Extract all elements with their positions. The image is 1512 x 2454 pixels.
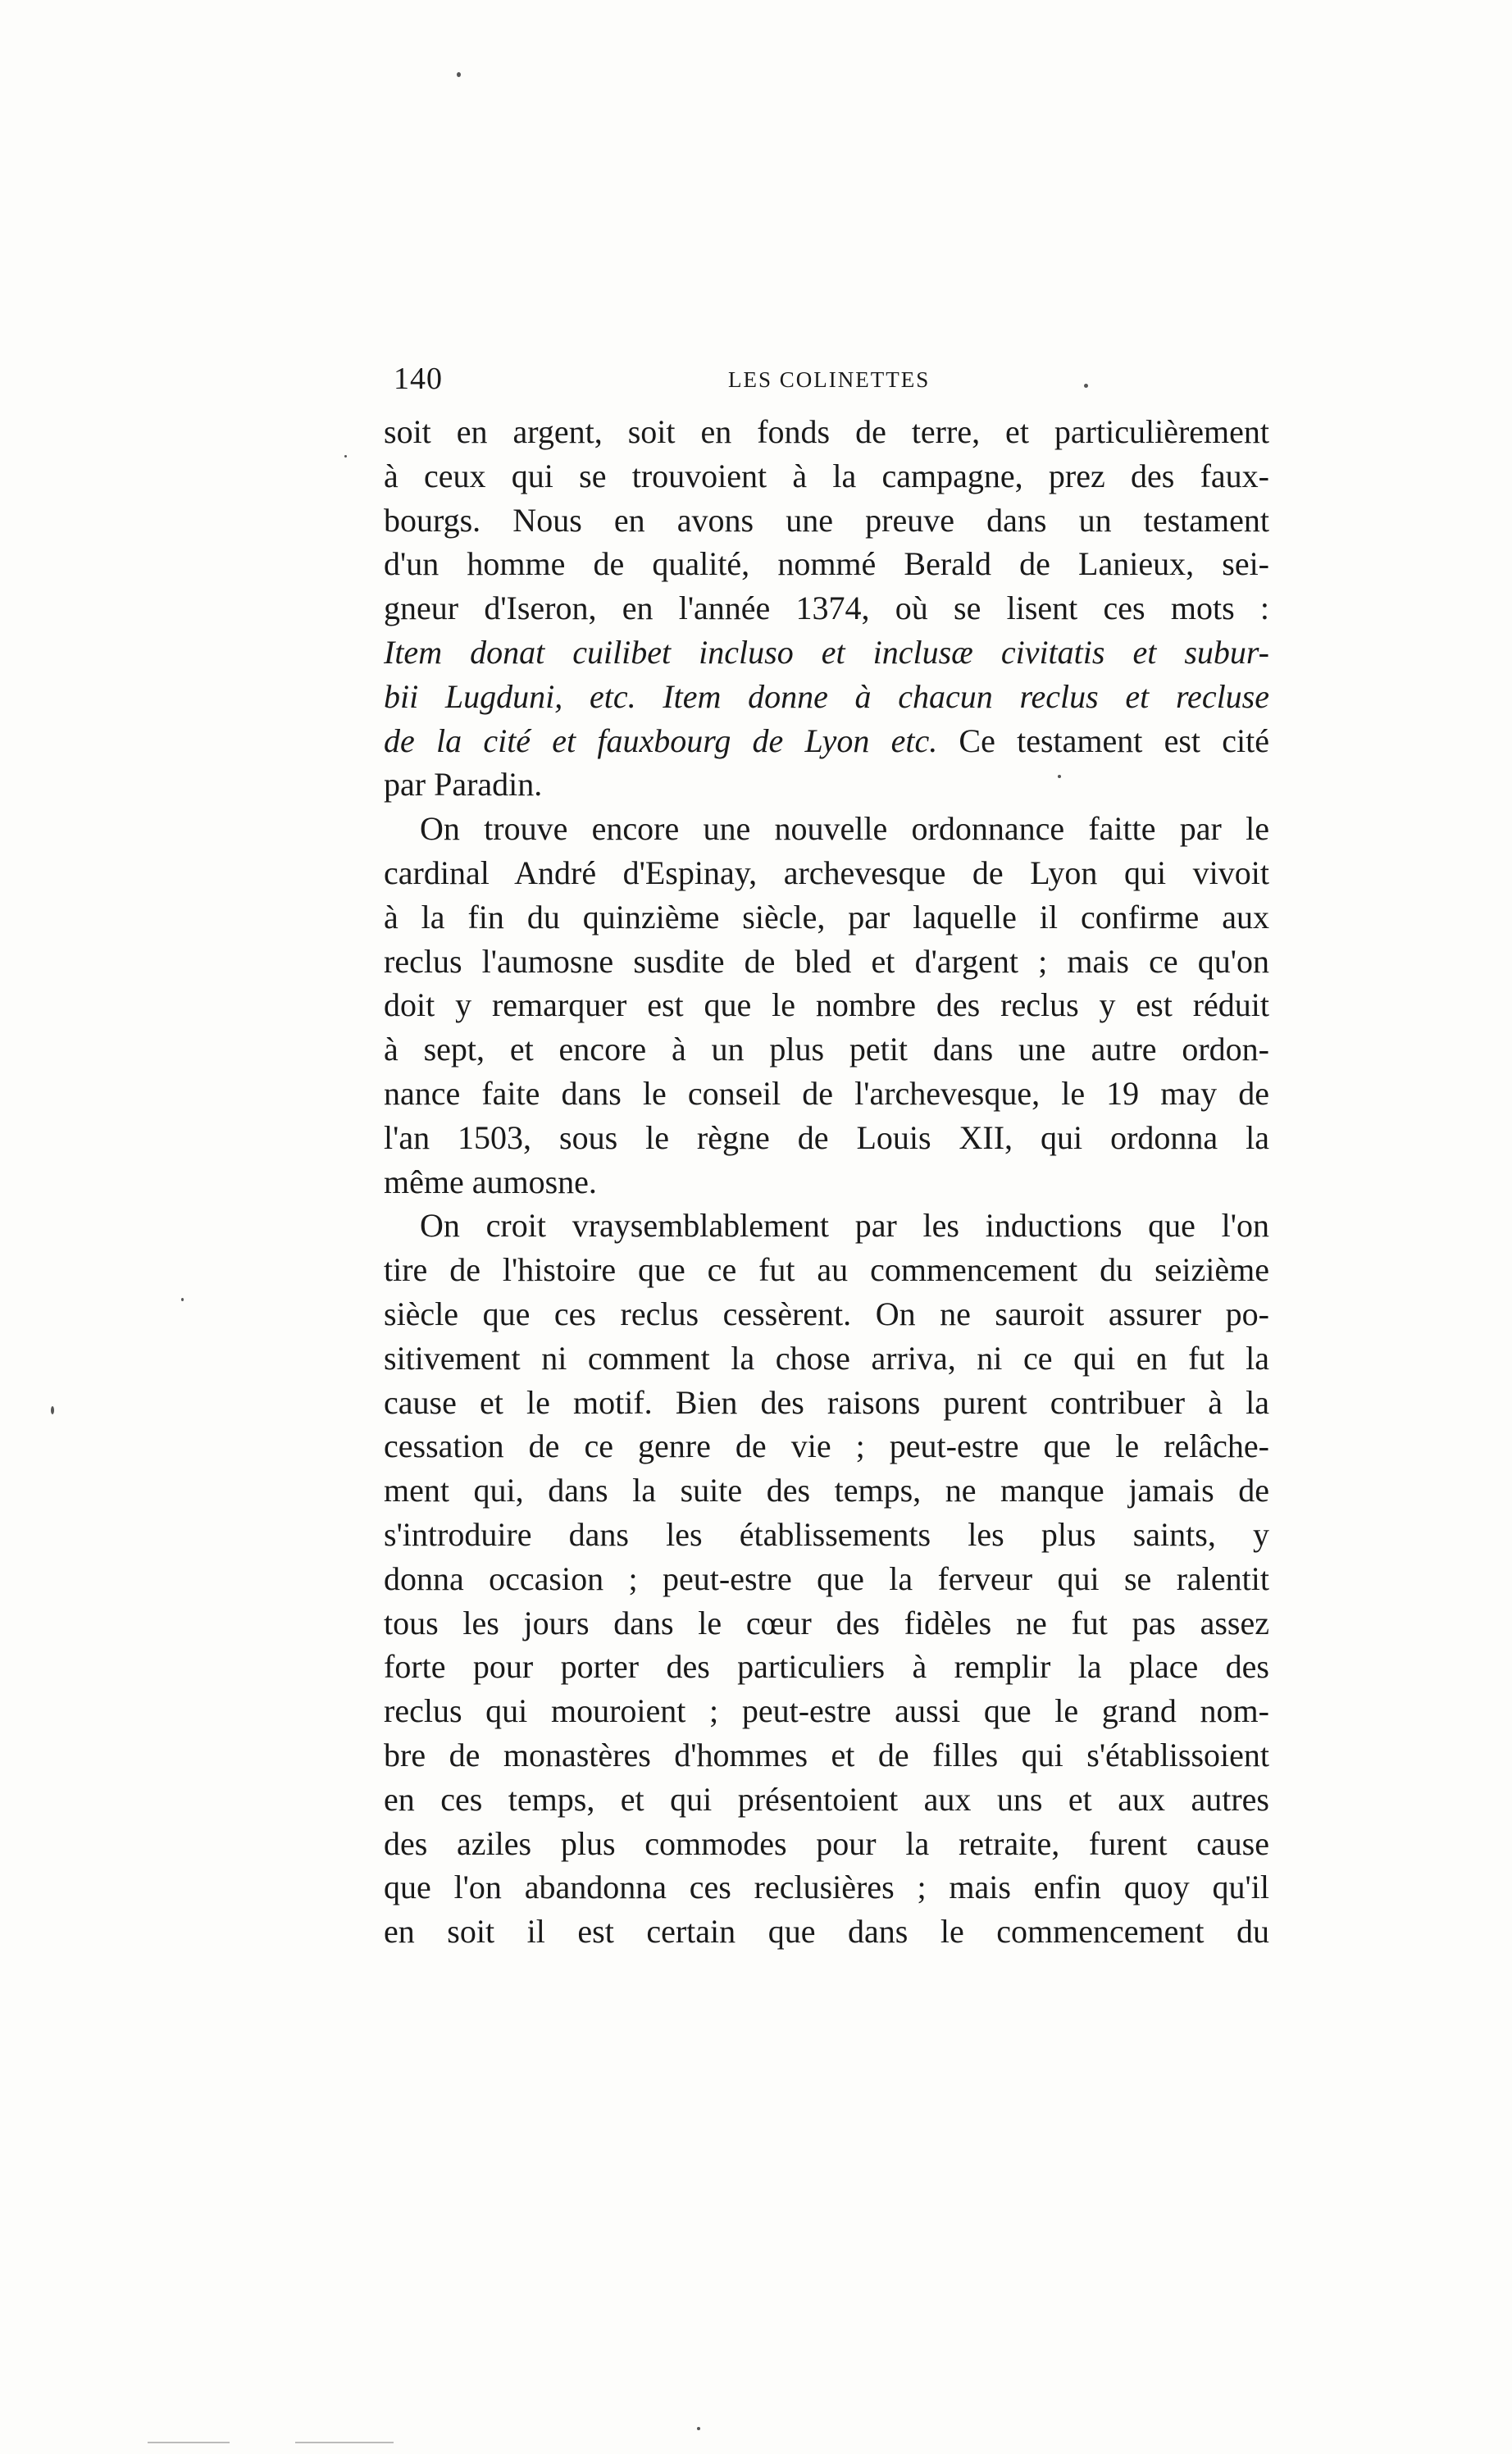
text-segment: gneur d'Iseron, en l'année 1374, où se lisent ces mots : xyxy=(384,590,1269,627)
text-segment: forte pour porter des particuliers à remplir la place des xyxy=(384,1648,1269,1686)
running-head xyxy=(384,361,1269,402)
text-line xyxy=(384,410,1269,454)
text-line xyxy=(384,1468,1269,1513)
text-line xyxy=(384,1865,1269,1910)
text-segment: On trouve encore une nouvelle ordonnance faitte par le xyxy=(420,810,1269,848)
text-segment: doit y remarquer est que le nombre des reclus y est réduit xyxy=(384,986,1269,1024)
text-segment: reclus l'aumosne susdite de bled et d'argent ; mais ce qu'on xyxy=(384,942,1269,980)
text-line xyxy=(384,1160,1269,1204)
italic-segment: bii Lugduni, etc. Item donne à chacun reclus et recluse xyxy=(384,677,1269,715)
ink-speck xyxy=(1058,775,1061,778)
text-line xyxy=(384,631,1269,675)
text-line xyxy=(384,895,1269,940)
text-segment: On croit vraysemblablement par les inductions que l'on xyxy=(420,1207,1269,1245)
text-line xyxy=(384,499,1269,543)
text-segment: cessation de ce genre de vie ; peut-estre que le relâche- xyxy=(384,1427,1269,1465)
bottom-edge-mark xyxy=(295,2442,394,2443)
ink-speck xyxy=(181,1298,184,1301)
text-segment: l'an 1503, sous le règne de Louis XII, qui ordonna la xyxy=(384,1118,1269,1156)
text-line xyxy=(384,454,1269,499)
text-segment: à ceux qui se trouvoient à la campagne, prez des faux- xyxy=(384,457,1269,494)
text-segment: bre de monastères d'hommes et de filles qui s'établissoient xyxy=(384,1736,1269,1773)
text-segment: que l'on abandonna ces reclusières ; mais enfin quoy qu'il xyxy=(384,1869,1269,1906)
text-segment: par Paradin. xyxy=(384,766,543,804)
text-segment: Ce testament est cité xyxy=(937,722,1269,759)
text-line xyxy=(384,719,1269,763)
text-segment: à la fin du quinzième siècle, par laquelle il confirme aux xyxy=(384,898,1269,936)
text-segment: cause et le motif. Bien des raisons purent contribuer à la xyxy=(384,1383,1269,1421)
bottom-edge-mark xyxy=(148,2442,230,2443)
text-line xyxy=(384,675,1269,719)
text-line xyxy=(384,1513,1269,1557)
text-line xyxy=(384,542,1269,586)
text-line xyxy=(384,1601,1269,1646)
text-segment: même aumosne. xyxy=(384,1163,597,1200)
text-segment: d'un homme de qualité, nommé Berald de Lanieux, sei- xyxy=(384,545,1269,583)
ink-speck xyxy=(1084,384,1088,388)
italic-segment: de la cité et fauxbourg de Lyon etc. xyxy=(384,722,938,759)
text-segment: tire de l'histoire que ce fut au commencement du seizième xyxy=(384,1251,1269,1289)
text-segment: siècle que ces reclus cessèrent. On ne sauroit assurer po- xyxy=(384,1295,1269,1332)
text-line xyxy=(384,1822,1269,1866)
text-line xyxy=(384,1910,1269,1954)
text-segment: s'introduire dans les établissements les plus saints, y xyxy=(384,1515,1269,1553)
running-title: LES COLINETTES xyxy=(728,367,931,392)
text-segment: ment qui, dans la suite des temps, ne manque jamais de xyxy=(384,1472,1269,1509)
text-segment: nance faite dans le conseil de l'archevesque, le 19 may de xyxy=(384,1074,1269,1112)
text-segment: cardinal André d'Espinay, archevesque de Lyon qui vivoit xyxy=(384,854,1269,891)
text-line xyxy=(384,983,1269,1027)
text-segment: à sept, et encore à un plus petit dans une autre ordon- xyxy=(384,1031,1269,1068)
text-line xyxy=(384,1072,1269,1116)
text-line xyxy=(384,1557,1269,1601)
text-segment: sitivement ni comment la chose arriva, ni ce qui en fut la xyxy=(384,1339,1269,1377)
text-segment: tous les jours dans le cœur des fidèles ne fut pas assez xyxy=(384,1604,1269,1641)
text-line xyxy=(384,1733,1269,1778)
text-line xyxy=(384,586,1269,631)
text-line xyxy=(384,1248,1269,1292)
ink-speck xyxy=(457,72,461,77)
text-line xyxy=(384,1116,1269,1160)
text-line xyxy=(384,1381,1269,1425)
text-line xyxy=(384,1292,1269,1336)
text-segment: soit en argent, soit en fonds de terre, et particulièrement xyxy=(384,413,1269,450)
text-line xyxy=(384,940,1269,984)
text-line xyxy=(384,1778,1269,1822)
italic-segment: Item donat cuilibet incluso et inclusæ civitatis et subur- xyxy=(384,633,1269,671)
text-line xyxy=(384,1204,1269,1248)
text-line xyxy=(384,1424,1269,1468)
text-line xyxy=(384,851,1269,895)
ink-speck xyxy=(51,1406,54,1414)
text-line xyxy=(384,1336,1269,1381)
text-segment: donna occasion ; peut-estre que la ferveur qui se ralentit xyxy=(384,1559,1269,1597)
text-segment: reclus qui mouroient ; peut-estre aussi que le grand nom- xyxy=(384,1692,1269,1730)
ink-speck xyxy=(697,2427,700,2430)
text-line xyxy=(384,1027,1269,1072)
body-text xyxy=(384,410,1269,1954)
text-line xyxy=(384,763,1269,807)
page-number: 140 xyxy=(394,362,443,396)
text-line xyxy=(384,1645,1269,1689)
ink-speck xyxy=(344,455,347,458)
text-segment: bourgs. Nous en avons une preuve dans un testament xyxy=(384,501,1269,539)
text-segment: en soit il est certain que dans le commencement du xyxy=(384,1913,1269,1951)
text-line xyxy=(384,1689,1269,1733)
text-line xyxy=(384,807,1269,851)
text-segment: des aziles plus commodes pour la retraite, furent cause xyxy=(384,1824,1269,1862)
text-segment: en ces temps, et qui présentoient aux uns et aux autres xyxy=(384,1780,1269,1818)
